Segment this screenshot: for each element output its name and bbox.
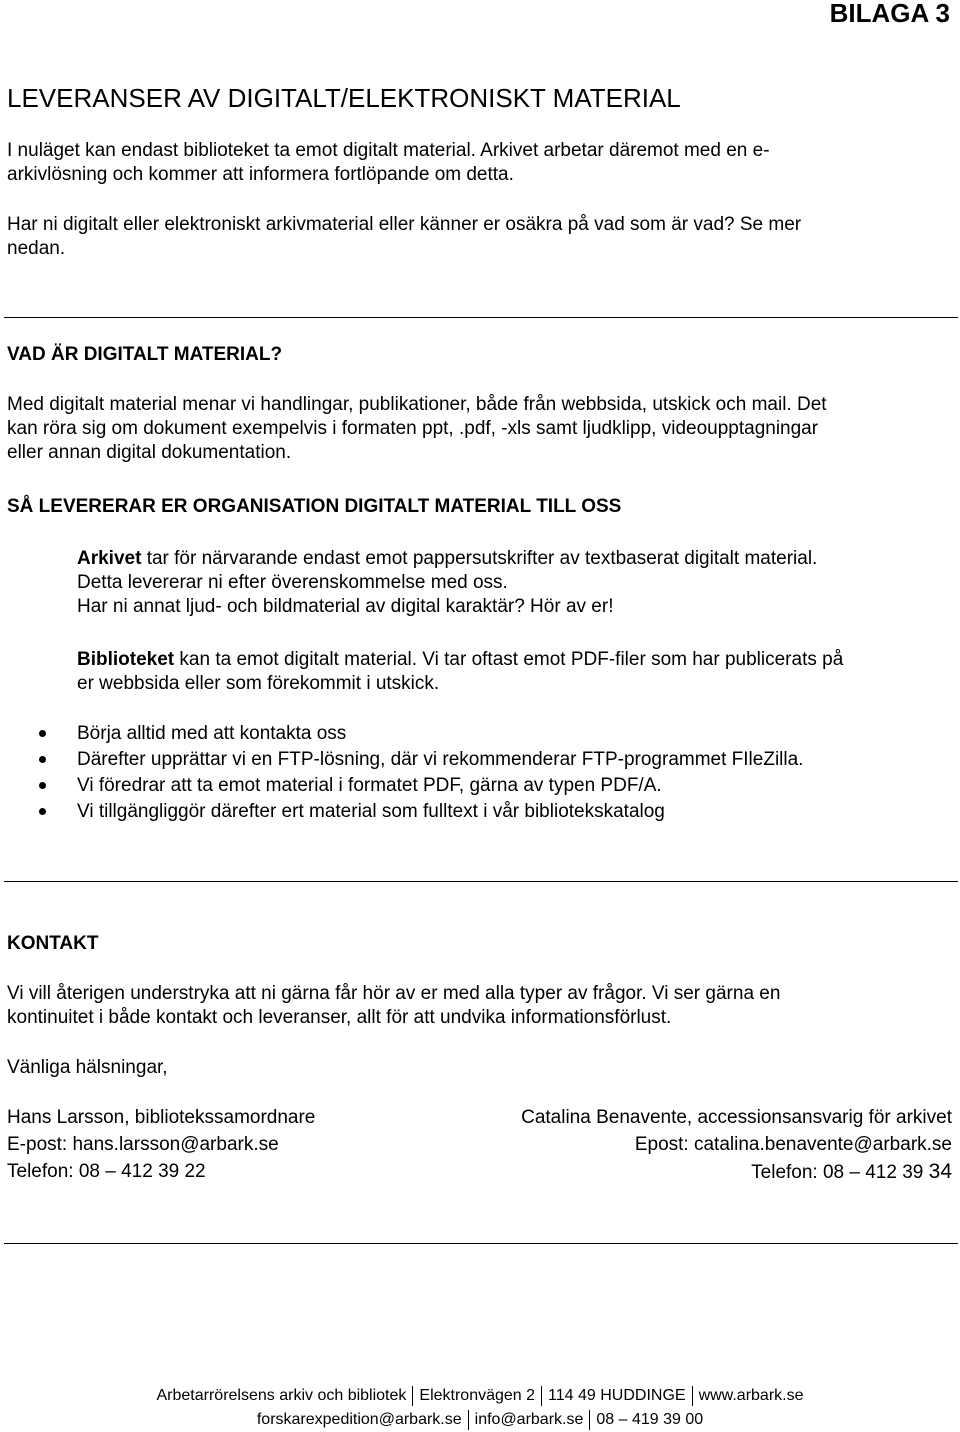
intro-p2-line2: nedan.: [7, 238, 66, 259]
section-divider-1: [4, 317, 958, 318]
library-paragraph: [77, 648, 947, 696]
footer-email-info[interactable]: info@arbark.se: [474, 1411, 584, 1428]
intro-p1-line1: I nuläget kan endast biblioteket ta emot digitalt material. Arkivet arbetar däremot med en e-: [7, 140, 770, 161]
contact-line1: Vi vill återigen understryka att ni gärna får hör av er med alla typer av frågor. Vi ser gärna en: [7, 983, 781, 1004]
archive-paragraph: [77, 547, 947, 619]
footer-street: Elektronvägen 2: [419, 1387, 536, 1404]
footer-separator: [692, 1386, 693, 1406]
footer-separator: [541, 1386, 542, 1406]
section-divider-3: [4, 1243, 958, 1244]
intro-paragraph-1: [7, 139, 937, 187]
signature-right-name: Catalina Benavente, accessionsansvarig för arkivet: [521, 1107, 952, 1128]
library-line2: er webbsida eller som förekommit i utskick.: [77, 673, 440, 694]
digital-line3: eller annan digital dokumentation.: [7, 442, 292, 463]
contact-paragraph: [7, 982, 937, 1030]
intro-p1-line2: arkivlösning och kommer att informera fortlöpande om detta.: [7, 164, 514, 185]
signature-right-email: Epost: catalina.benavente@arbark.se: [634, 1134, 952, 1155]
footer-org: Arbetarrörelsens arkiv och bibliotek: [156, 1387, 407, 1404]
section-heading-contact: KONTAKT: [7, 933, 99, 954]
footer-email-research[interactable]: forskarexpedition@arbark.se: [256, 1411, 462, 1428]
archive-line2: Detta levererar ni efter överenskommelse med oss.: [77, 572, 508, 593]
section-heading-delivery: SÅ LEVERERAR ER ORGANISATION DIGITALT MATERIAL TILL OSS: [7, 496, 622, 517]
footer-row-1: [0, 1384, 960, 1408]
signature-right-phone: [452, 1158, 952, 1185]
footer-postal: 114 49 HUDDINGE: [548, 1387, 686, 1404]
signature-right-phone-prefix: Telefon: 08 – 412 39: [751, 1162, 929, 1183]
signature-left-name: Hans Larsson, bibliotekssamordnare: [7, 1107, 316, 1128]
footer-separator: [589, 1410, 590, 1430]
bullet-dot-icon: [39, 756, 46, 763]
footer-separator: [468, 1410, 469, 1430]
list-item: Därefter upprättar vi en FTP-lösning, där vi rekommenderar FTP-programmet FIleZilla.: [77, 747, 947, 773]
list-item: Börja alltid med att kontakta oss: [77, 721, 947, 747]
archive-line1: [77, 547, 947, 571]
footer-phone: 08 – 419 39 00: [596, 1411, 704, 1428]
footer-row-2: [0, 1408, 960, 1432]
intro-p2-line1: Har ni digitalt eller elektroniskt arkivmaterial eller känner er osäkra på vad som är vad? Se mer: [7, 214, 802, 235]
delivery-bullet-list: [77, 721, 947, 825]
library-text: kan ta emot digitalt material. Vi tar oftast emot PDF-filer som har publicerats på: [174, 649, 844, 670]
contact-line2: kontinuitet i både kontakt och leveranser, allt för att undvika informationsförlust.: [7, 1007, 672, 1028]
list-item: Vi föredrar att ta emot material i formatet PDF, gärna av typen PDF/A.: [77, 773, 947, 799]
signature-left-phone: Telefon: 08 – 412 39 22: [7, 1161, 206, 1182]
signature-right: [452, 1104, 952, 1185]
digital-line2: kan röra sig om dokument exempelvis i formaten ppt, .pdf, -xls samt ljudklipp, videoupptagningar: [7, 418, 819, 439]
document-title: LEVERANSER AV DIGITALT/ELEKTRONISKT MATERIAL: [7, 83, 681, 113]
annex-label: BILAGA 3: [829, 0, 950, 28]
digital-paragraph: [7, 393, 937, 465]
bullet-dot-icon: [39, 782, 46, 789]
signature-right-phone-suffix: 34: [928, 1160, 952, 1183]
footer-web-link[interactable]: www.arbark.se: [698, 1387, 804, 1404]
signature-left-email: E-post: hans.larsson@arbark.se: [7, 1134, 279, 1155]
section-divider-2: [4, 881, 958, 882]
library-label: Biblioteket: [77, 649, 175, 670]
digital-line1: Med digitalt material menar vi handlingar, publikationer, både från webbsida, utskick och mail. Det: [7, 394, 827, 415]
greeting: Vänliga hälsningar,: [7, 1057, 168, 1078]
archive-text: tar för närvarande endast emot pappersutskrifter av textbaserat digitalt material.: [141, 548, 818, 569]
archive-line3: Har ni annat ljud- och bildmaterial av digital karaktär? Hör av er!: [77, 596, 614, 617]
archive-label: Arkivet: [77, 548, 142, 569]
bullet-dot-icon: [39, 730, 46, 737]
section-heading-digital: VAD ÄR DIGITALT MATERIAL?: [7, 344, 283, 365]
library-line1: [77, 648, 947, 672]
signature-left: [7, 1104, 447, 1185]
footer: [0, 1384, 960, 1432]
footer-separator: [412, 1386, 413, 1406]
list-item: Vi tillgängliggör därefter ert material som fulltext i vår bibliotekskatalog: [77, 799, 947, 825]
intro-paragraph-2: [7, 213, 937, 261]
bullet-dot-icon: [39, 808, 46, 815]
